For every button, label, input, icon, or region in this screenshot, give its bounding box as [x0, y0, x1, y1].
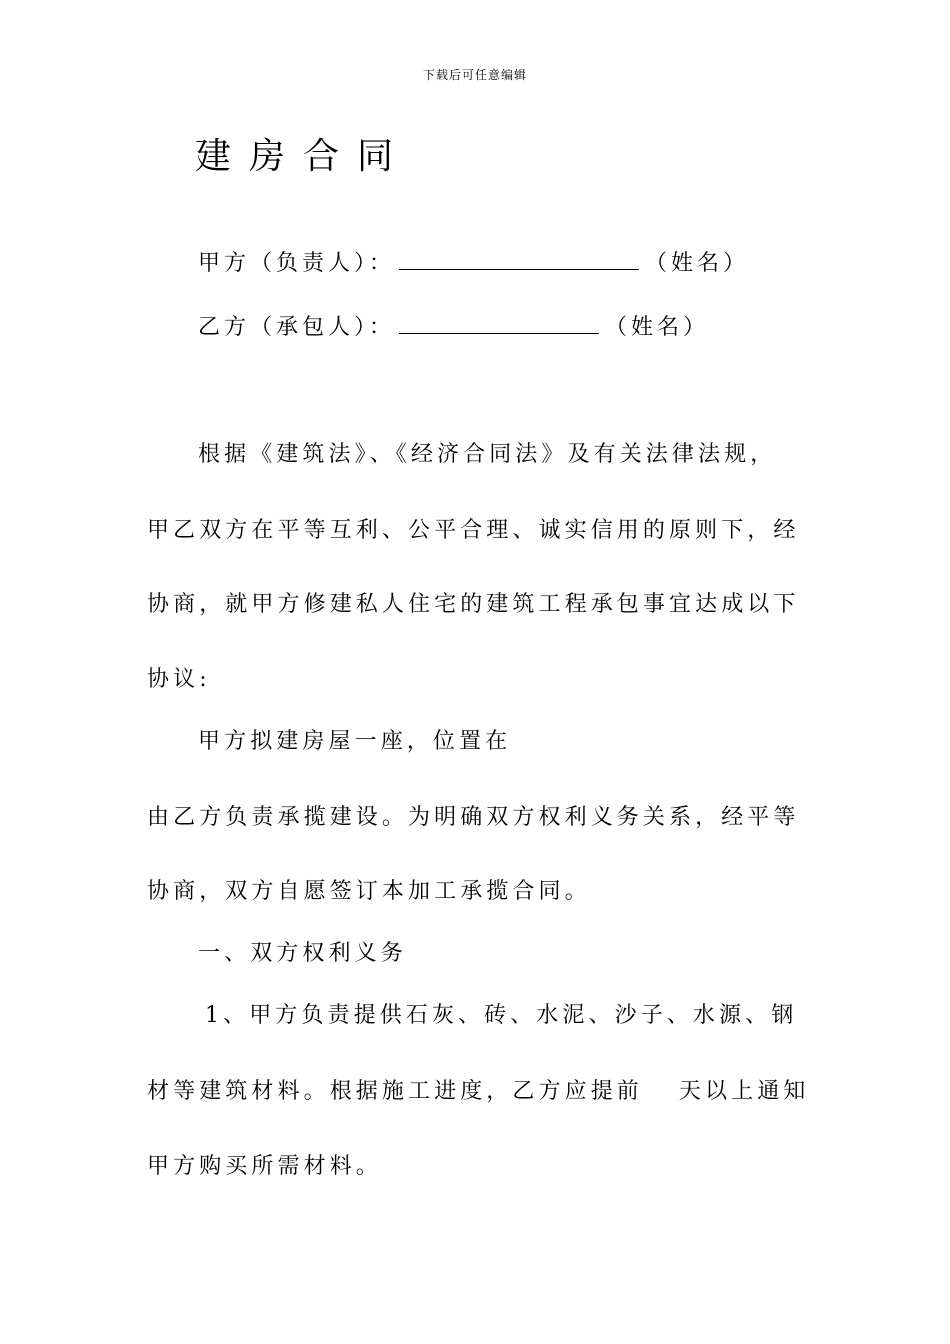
party-b-label: 乙方（承包人）：	[198, 315, 396, 340]
paragraph-1-line-4: 协议:	[147, 667, 211, 692]
item-1-line-1: 1、甲方负责提供石灰、砖、水泥、沙子、水源、钢	[205, 1003, 798, 1028]
paragraph-2-line-3: 协商，双方自愿签订本加工承揽合同。	[147, 879, 591, 904]
party-a-line	[198, 246, 749, 277]
paragraph-1-line-2: 甲乙双方在平等互利、公平合理、诚实信用的原则下，经	[147, 518, 800, 543]
header-note: 下载后可任意编辑	[422, 68, 527, 82]
section-heading-1: 一、双方权利义务	[198, 941, 407, 966]
paragraph-2-line-1: 甲方拟建房屋一座，位置在	[198, 729, 512, 754]
item-1-line-2-part-b: 天以上通知	[678, 1079, 810, 1104]
party-a-name-blank	[399, 251, 639, 270]
party-b-line	[198, 310, 709, 341]
party-a-label: 甲方（负责人）：	[198, 251, 396, 276]
item-1-line-2-part-a: 材等建筑材料。根据施工进度，乙方应提前	[147, 1079, 643, 1104]
item-1-line-3: 甲方购买所需材料。	[147, 1154, 382, 1179]
paragraph-1-line-3: 协商，就甲方修建私人住宅的建筑工程承包事宜达成以下	[147, 592, 800, 617]
party-a-suffix: （姓名）	[645, 251, 750, 276]
item-1-line-2	[147, 1074, 809, 1105]
document-title: 建房合同	[195, 136, 412, 177]
party-b-suffix: （姓名）	[605, 315, 710, 340]
party-b-name-blank	[399, 315, 599, 334]
paragraph-2-line-2: 由乙方负责承揽建设。为明确双方权利义务关系，经平等	[147, 805, 800, 830]
paragraph-1-line-1: 根据《建筑法》、《经济合同法》及有关法律法规，	[198, 442, 777, 467]
